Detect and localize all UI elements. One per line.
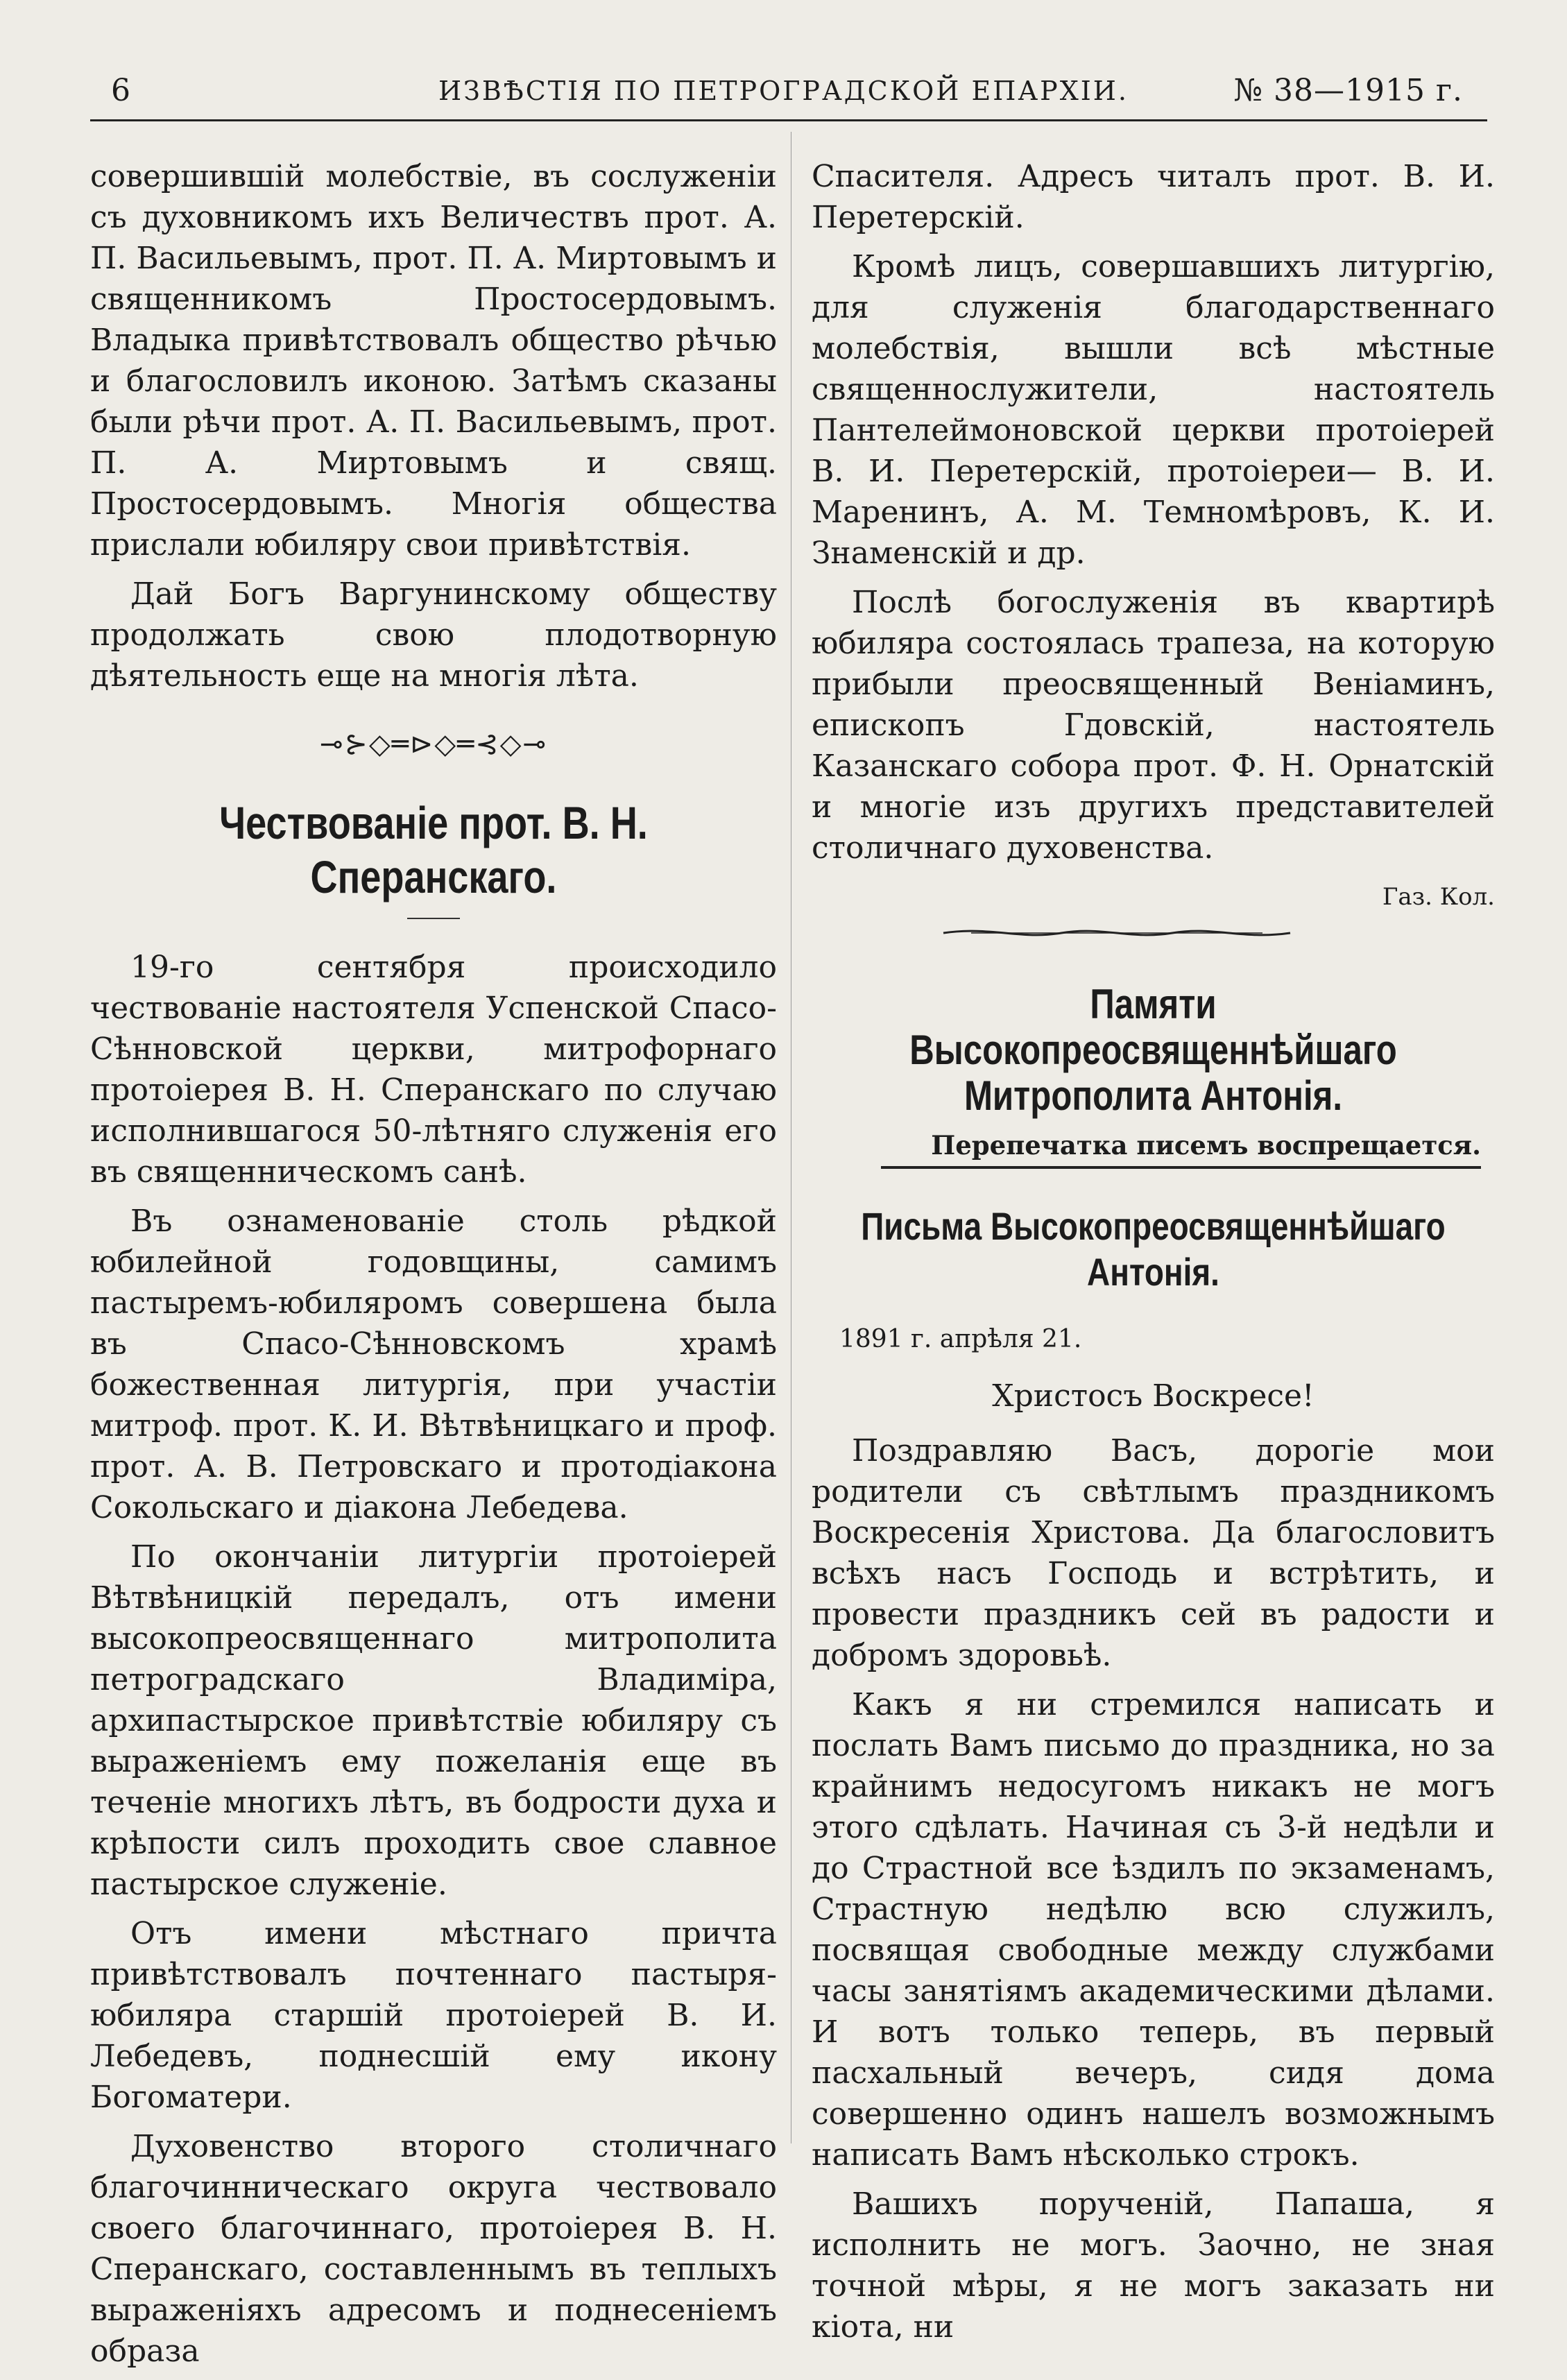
letters-heading: Письма Высокопреосвященнѣйшаго Антонія. [861,1204,1446,1294]
paragraph: Послѣ богослуженія въ квартирѣ юбиляра состоялась трапеза, на которую прибыли преосвященный Веніаминъ, епископъ Гдовскій, настоятель Казанскаго собора прот. Ф. Н. Орнатскій и многіе изъ другихъ представителей столичнаго духовенства. [812,585,1495,866]
paragraph: Въ ознаменованіе столь рѣдкой юбилейной годовщины, самимъ пастыремъ-юбиляромъ совершена была въ Спасо-Сѣнновскомъ храмѣ божественная литургія, при участіи митроф. прот. К. И. Вѣтвѣницкаго и проф. прот. А. В. Петровскаго и протодіакона Сокольскаго и діакона Лебедева. [90,1204,777,1525]
paragraph: Спасителя. Адресъ читалъ прот. В. И. Перетерскій. [812,159,1495,235]
paragraph: 19-го сентября происходило чествованіе настоятеля Успенской Спасо-Сѣнновской церкви, митрофорнаго протоіерея В. Н. Сперанскаго по случаю исполнившагося 50-лѣтняго служенія его въ священническомъ санѣ. [90,950,777,1190]
issue-number: № 38—1915 г. [1233,73,1463,108]
paragraph: Поздравляю Васъ, дорогіе мои родители съ свѣтлымъ праздникомъ Воскресенія Христова. Да благословитъ всѣхъ насъ Господь и встрѣтить, и провести праздникъ сей въ радости и добромъ здоровьѣ. [812,1433,1495,1673]
wave-divider [812,926,1495,940]
right-column [812,156,1495,2356]
paragraph: Какъ я ни стремился написать и послать Вамъ письмо до праздника, но за крайнимъ недосугомъ никакъ не могъ этого сдѣлать. Начиная съ 3-й недѣли и до Страстной все ѣздилъ по экзаменамъ, Страстную недѣлю всю служилъ, посвящая свободные между службами часы занятіямъ академическими дѣлами. И вотъ только теперь, въ первый пасхальный вечеръ, сидя дома совершенно одинъ нашелъ возможнымъ написать Вамъ нѣсколько строкъ. [812,1687,1495,2173]
paragraph: Вашихъ порученій, Папаша, я исполнить не могъ. Заочно, не зная точной мѣры, я не могъ заказать ни кіота, ни [812,2186,1495,2345]
paragraph: Дай Богъ Варгунинскому обществу продолжать свою плодотворную дѣятельность еще на многія лѣта. [90,576,777,694]
paragraph: Кромѣ лицъ, совершавшихъ литургію, для служенія благодарственнаго молебствія, вышли всѣ мѣстные священнослужители, настоятель Пантелеймоновской церкви протоіерей В. И. Перетерскій, протоіереи— В. И. Маренинъ, А. М. Темномѣровъ, К. И. Знаменскій и др. [812,249,1495,571]
source-attribution: Газ. Кол. [1382,883,1495,911]
short-rule [407,918,460,919]
article-heading: Чествованіе прот. В. Н. Сперанскаго. [219,797,648,902]
paragraph: совершившій молебствіе, въ сослуженіи съ духовникомъ ихъ Величествъ прот. А. П. Васильевымъ, прот. П. А. Миртовымъ и священникомъ Простосердовымъ. Владыка привѣтствовалъ общество рѣчью и благословилъ иконою. Затѣмъ сказаны были рѣчи прот. А. П. Васильевымъ, прот. П. А. Миртовымъ и свящ. Простосердовымъ. Многія общества прислали юбиляру свои привѣтствія. [90,159,777,563]
section-heading: Памяти Высокопреосвященнѣйшаго Митрополита Антонія. [909,981,1397,1119]
letter-greeting: Христосъ Воскресе! [992,1378,1315,1414]
page-number: 6 [111,73,131,108]
paragraph: По окончаніи литургіи протоіерей Вѣтвѣницкій передалъ, отъ имени высокопреосвященнаго митрополита петроградскаго Владиміра, архипастырское привѣтствіе юбиляру съ выраженіемъ ему пожеланія еще въ теченіе многихъ лѣтъ, въ бодрости духа и крѣпости силъ проходить свое славное пастырское служеніе. [90,1539,777,1902]
paragraph: Духовенство второго столичнаго благочинническаго округа чествовало своего благочиннаго, протоіерея В. Н. Сперанскаго, составленнымъ въ теплыхъ выраженіяхъ адресомъ и поднесеніемъ образа [90,2129,777,2369]
publication-title: ИЗВѢСТІЯ ПО ПЕТРОГРАДСКОЙ ЕПАРХІИ. [438,76,1129,106]
letter-date: 1891 г. апрѣля 21. [839,1325,1082,1353]
reprint-notice: Перепечатка писемъ воспрещается. [881,1129,1481,1169]
page-header [90,67,1477,115]
paragraph: Отъ имени мѣстнаго причта привѣтствовалъ почтеннаго пастыря-юбиляра старшій протоіерей В. И. Лебедевъ, поднесшій ему икону Богоматери. [90,1916,777,2115]
left-column [90,156,777,2380]
ornament-divider: ⊸⊱◇═⊳◇═⊰◇⊸ [319,728,548,760]
header-rule [90,119,1487,121]
